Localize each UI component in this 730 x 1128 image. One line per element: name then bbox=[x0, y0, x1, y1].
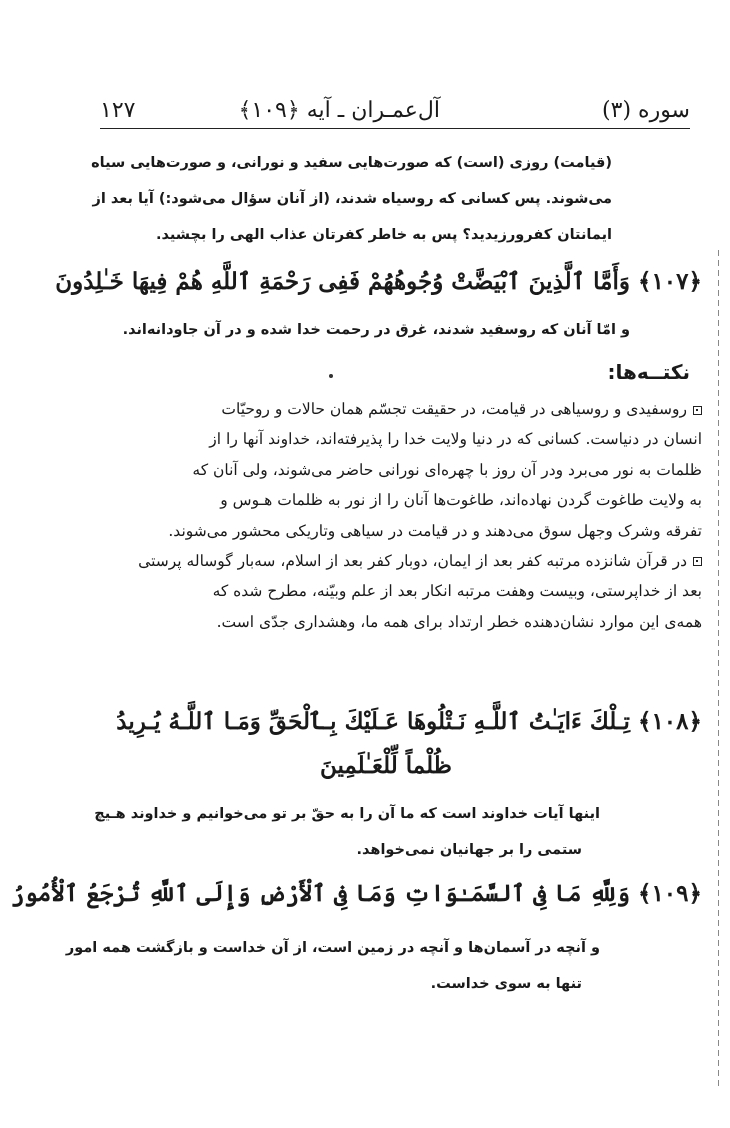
translation-107 bbox=[70, 312, 630, 348]
ink-speck bbox=[329, 374, 333, 378]
note-line bbox=[102, 394, 702, 424]
note-line: بعد از خداپرستی، وبیست وهفت مرتبه انکار بعد از علم وبیّنه، مطرح شده که bbox=[212, 582, 702, 601]
note-line: انسان در دنیاست. کسانی که در دنیا ولایت خدا را پذیرفته‌اند، خداوند آنها را از bbox=[209, 430, 702, 449]
translation-109 bbox=[60, 930, 600, 1002]
bullet-icon bbox=[693, 557, 702, 566]
note-text: روسفیدی و روسیاهی در قیامت، در حقیقت تجسّم همان حالات و روحیّات bbox=[221, 400, 687, 418]
translation-106 bbox=[52, 145, 612, 253]
verse-108 bbox=[42, 700, 702, 788]
text-line: ستمی را بر جهانیان نمی‌خواهد. bbox=[356, 842, 582, 858]
text-line: می‌شوند. پس کسانی که روسیاه شدند، (از آنان سؤال می‌شود:) آیا بعد از bbox=[92, 191, 612, 207]
note-line: همه‌ی این موارد نشان‌دهنده خطر ارتداد برای همه ما، وهشداری جدّی است. bbox=[216, 612, 702, 631]
note-line: به ولایت طاغوت گردن نهاده‌اند، طاغوت‌ها آنان را از نور به ظلمات هـوس و bbox=[220, 491, 702, 510]
verse-line: ﴿۱۰۹﴾ وَلِلَّهِ مَا فِى ٱلسَّمَـٰوَاتِ وَمَا فِى ٱلْأَرْضِ وَإِلَى ٱللَّهِ تُرْجَعُ ٱلْأُمُورُ bbox=[10, 880, 702, 907]
text-line: تنها به سوی خداست. bbox=[430, 976, 582, 992]
surah-label: سوره (۳) bbox=[602, 98, 690, 123]
verse-line: ﴿۱۰۷﴾ وَأَمَّا ٱلَّذِينَ ٱبْيَضَّتْ وُجُوهُهُمْ فَفِى رَحْمَةِ ٱللَّهِ هُمْ فِيهَا خَـٰلِدُونَ bbox=[55, 268, 702, 295]
note-line: تفرقه وشرک وجهل سوق می‌دهند و در قیامت در سیاهی وتاریکی محشور می‌شوند. bbox=[168, 521, 702, 540]
verse-range-title: آل‌عمـران ـ آیه ﴿۱۰۹﴾ bbox=[238, 98, 440, 123]
translation-108 bbox=[60, 796, 600, 868]
page-number: ۱۲۷ bbox=[100, 98, 136, 123]
note-line bbox=[102, 546, 702, 576]
verse-109 bbox=[10, 880, 702, 907]
text-line: (قیامت) روزی (است) که صورت‌هایی سفید و نورانی، و صورت‌هایی سیاه bbox=[91, 155, 612, 171]
text-line: ایمانتان کفرورزیدید؟ پس به خاطر کفرتان عذاب الهی را بچشید. bbox=[156, 227, 612, 243]
page-edge-line bbox=[718, 250, 719, 1090]
note-line: ظلمات به نور می‌برد ودر آن روز با چهره‌ای نورانی حاضر می‌شوند، ولی آنان که bbox=[192, 460, 702, 479]
verse-line: ظُلْماً لِّلْعَـٰلَمِينَ bbox=[319, 752, 452, 779]
page-header bbox=[100, 96, 690, 129]
note-text: در قرآن شانزده مرتبه کفر بعد از ایمان، دوبار کفر بعد از اسلام، سه‌بار گوساله پرستی bbox=[138, 551, 687, 570]
notes-section bbox=[102, 394, 702, 637]
text-line: و آنچه در آسمان‌ها و آنچه در زمین است، از آن خداست و بازگشت همه امور bbox=[65, 940, 600, 956]
verse-107 bbox=[42, 268, 702, 295]
notes-heading: نکتــه‌ها: bbox=[607, 360, 690, 384]
text-line: اینها آیات خداوند است که ما آن را به حقّ بر تو می‌خوانیم و خداوند هـیچ bbox=[94, 806, 600, 822]
text-line: و امّا آنان که روسفید شدند، غرق در رحمت خدا شده و در آن جاودانه‌اند. bbox=[122, 322, 630, 338]
verse-line: ﴿۱۰۸﴾ تِـلْكَ ءَايَـٰتُ ٱللَّـهِ نَـتْلُوهَا عَـلَيْكَ بِـٱلْحَقِّ وَمَـا ٱللَّـهُ يُـرِيدُ bbox=[116, 708, 702, 735]
bullet-icon bbox=[693, 406, 702, 415]
